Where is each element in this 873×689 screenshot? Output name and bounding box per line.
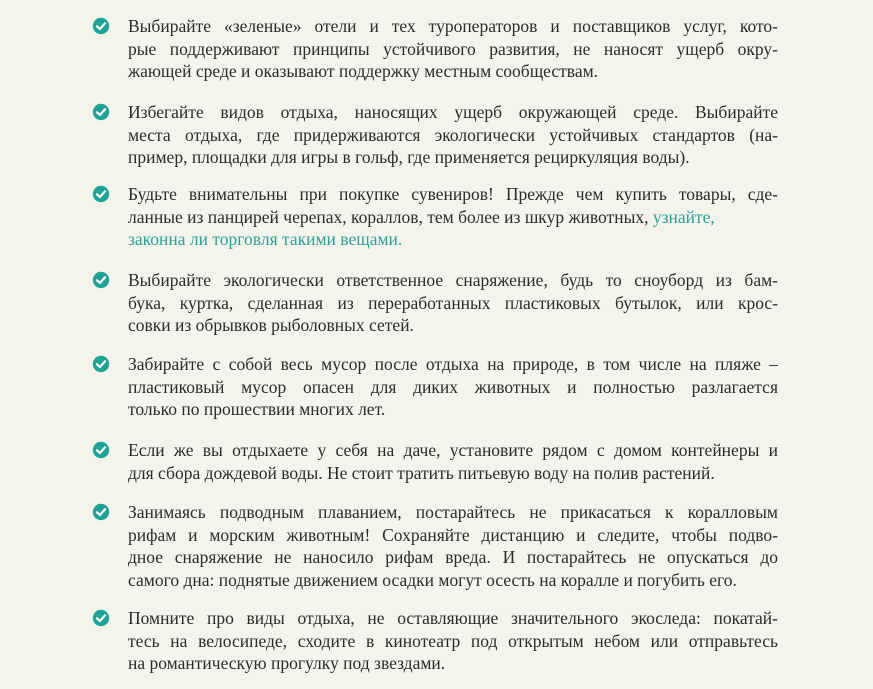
text-line: самого дна: поднятые движением осадки могут осесть на коралле и погубить его.: [128, 569, 737, 590]
check-circle-icon: [92, 17, 110, 35]
check-circle-icon: [92, 609, 110, 627]
text-line: дное снаряжение не наносило рифам вреда. И постарайтесь не опускаться до: [128, 547, 778, 567]
item-text: [128, 501, 778, 591]
text-line: для сбора дождевой воды. Не стоит тратить питьевую воду на полив растений.: [128, 462, 715, 483]
text-line: Выбирайте «зеленые» отели и тех туроператоров и поставщиков услуг, кото-: [128, 16, 778, 36]
text-line: только по прошествии многих лет.: [128, 399, 386, 419]
item-text: [128, 15, 778, 83]
text-line: рые поддерживают принципы устойчивого развития, не наносят ущерб окру-: [128, 38, 778, 59]
text-line: Будьте внимательны при покупке сувениров! Прежде чем купить товары, сде-: [128, 184, 778, 204]
check-circle-icon: [92, 441, 110, 459]
text-line: [128, 228, 778, 251]
item-text: [128, 607, 778, 675]
check-circle-icon: [92, 271, 110, 289]
check-circle-icon: [92, 103, 110, 121]
text-line: на романтическую прогулку под звездами.: [128, 653, 446, 673]
text-line: Если же вы отдыхаете у себя на даче, установите рядом с домом контейнеры и: [128, 440, 778, 460]
text-line: пластиковый мусор опасен для диких животных и полностью разлагается: [128, 376, 778, 397]
item-text: [128, 101, 778, 169]
text-line: Забирайте с собой весь мусор после отдыха на природе, в том числе на пляже –: [128, 354, 778, 374]
text-line: бука, куртка, сделанная из переработанных пластиковых бутылок, или крос-: [128, 292, 778, 313]
item-text: [128, 353, 778, 421]
text-line: рифам и морским животным! Сохраняйте дистанцию и следите, чтобы подво-: [128, 524, 778, 545]
text-line: Выбирайте экологически ответственное снаряжение, будь то сноуборд из бам-: [128, 270, 778, 290]
text-line: Избегайте видов отдыха, наносящих ущерб окружающей среде. Выбирайте: [128, 102, 778, 122]
check-circle-icon: [92, 503, 110, 521]
text-line: места отдыха, где придерживаются экологически устойчивых стандартов (на-: [128, 124, 778, 145]
item-text: [128, 183, 778, 251]
legality-link-continued[interactable]: законна ли торговля такими вещами.: [128, 229, 403, 249]
text-line: тесь на велосипеде, сходите в кинотеатр под открытым небом или отправьтесь: [128, 630, 778, 651]
item-text: [128, 439, 778, 484]
text-line: [128, 206, 778, 229]
item-text: [128, 269, 778, 337]
legality-link[interactable]: узнайте,: [652, 206, 715, 227]
text-line: пример, площадки для игры в гольф, где применяется рециркуляция воды).: [128, 147, 690, 167]
check-circle-icon: [92, 185, 110, 203]
text-segment: ланные из панцирей черепах, кораллов, тем более из шкур животных,: [128, 206, 649, 227]
text-line: Занимаясь подводным плаванием, постарайтесь не прикасаться к коралловым: [128, 502, 778, 522]
check-circle-icon: [92, 355, 110, 373]
text-line: совки из обрывков рыболовных сетей.: [128, 315, 414, 335]
text-line: Помните про виды отдыха, не оставляющие значительного экоследа: покатай-: [128, 608, 778, 628]
text-line: жающей среде и оказывают поддержку местным сообществам.: [128, 61, 599, 81]
